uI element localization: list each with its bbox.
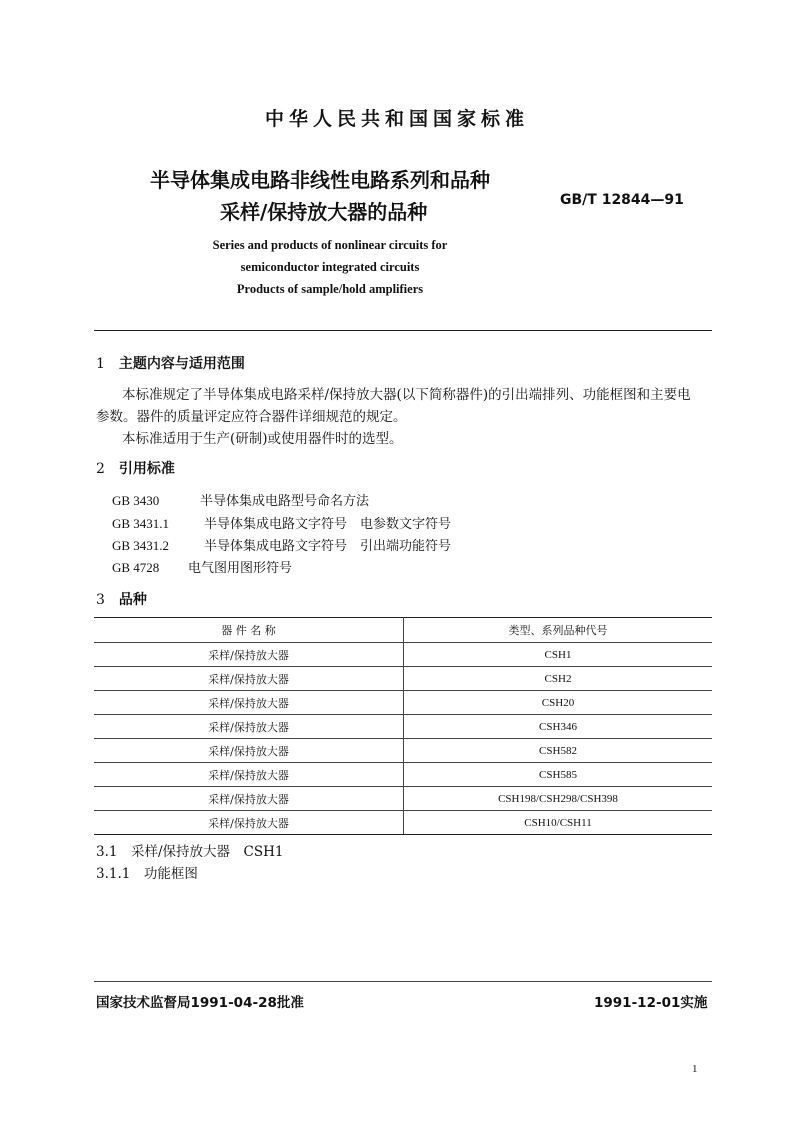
national-standard-heading: 中华人民共和国国家标准 bbox=[264, 108, 529, 130]
type-code-cell: CSH198/CSH298/CSH398 bbox=[404, 787, 713, 811]
device-name-cell: 采样/保持放大器 bbox=[94, 643, 404, 667]
section-3-number: 3 bbox=[96, 592, 105, 608]
device-name-cell: 采样/保持放大器 bbox=[94, 691, 404, 715]
reference-item: GB 4728 电气图用图形符号 bbox=[112, 560, 293, 576]
title-cn-line1: 半导体集成电路非线性电路系列和品种 bbox=[150, 168, 490, 192]
section-1-number: 1 bbox=[96, 356, 105, 372]
section-1-para2: 本标准适用于生产(研制)或使用器件时的选型。 bbox=[122, 431, 403, 447]
table-row bbox=[94, 667, 712, 691]
type-code-cell: CSH582 bbox=[404, 739, 713, 763]
subsection-3-1-1: 3.1.1 功能框图 bbox=[96, 866, 198, 882]
type-code-cell: CSH10/CSH11 bbox=[404, 811, 713, 835]
table-header-row bbox=[94, 618, 712, 643]
standard-code: GB/T 12844—91 bbox=[560, 192, 684, 208]
table-row bbox=[94, 691, 712, 715]
table-row bbox=[94, 787, 712, 811]
section-2-number: 2 bbox=[96, 461, 105, 477]
type-code-cell: CSH585 bbox=[404, 763, 713, 787]
page-number: 1 bbox=[692, 1063, 698, 1075]
footer-divider bbox=[94, 981, 712, 982]
title-en-line2: semiconductor integrated circuits bbox=[240, 260, 420, 274]
device-name-cell: 采样/保持放大器 bbox=[94, 667, 404, 691]
section-1-title: 主题内容与适用范围 bbox=[118, 356, 245, 372]
section-1-para1-line2: 参数。器件的质量评定应符合器件详细规范的规定。 bbox=[96, 409, 407, 425]
device-name-cell: 采样/保持放大器 bbox=[94, 763, 404, 787]
approval-statement: 国家技术监督局1991-04-28批准 bbox=[96, 995, 304, 1011]
table-header-device-name: 器 件 名 称 bbox=[94, 618, 404, 643]
type-code-cell: CSH1 bbox=[404, 643, 713, 667]
section-3-title: 品种 bbox=[118, 592, 147, 608]
device-name-cell: 采样/保持放大器 bbox=[94, 715, 404, 739]
device-name-cell: 采样/保持放大器 bbox=[94, 739, 404, 763]
reference-item: GB 3430 半导体集成电路型号命名方法 bbox=[112, 493, 370, 509]
type-code-cell: CSH346 bbox=[404, 715, 713, 739]
section-1-heading bbox=[96, 353, 245, 373]
table-row bbox=[94, 643, 712, 667]
table-row bbox=[94, 811, 712, 835]
section-2-title: 引用标准 bbox=[118, 461, 175, 477]
device-name-cell: 采样/保持放大器 bbox=[94, 811, 404, 835]
products-table bbox=[94, 617, 712, 835]
reference-item: GB 3431.1 半导体集成电路文字符号 电参数文字符号 bbox=[112, 516, 452, 532]
title-cn-line2: 采样/保持放大器的品种 bbox=[220, 200, 428, 224]
type-code-cell: CSH2 bbox=[404, 667, 713, 691]
section-2-heading bbox=[96, 458, 175, 478]
table-row bbox=[94, 763, 712, 787]
effective-date: 1991-12-01实施 bbox=[594, 995, 708, 1011]
table-row bbox=[94, 739, 712, 763]
table-header-type-code: 类型、系列品种代号 bbox=[404, 618, 713, 643]
title-en-line3: Products of sample/hold amplifiers bbox=[236, 282, 424, 296]
section-3-heading bbox=[96, 589, 147, 609]
title-en-line1: Series and products of nonlinear circuits for bbox=[212, 238, 448, 252]
table-row bbox=[94, 715, 712, 739]
header-divider bbox=[94, 330, 712, 331]
section-1-para1-line1: 本标准规定了半导体集成电路采样/保持放大器(以下简称器件)的引出端排列、功能框图和主要电 bbox=[122, 387, 691, 403]
device-name-cell: 采样/保持放大器 bbox=[94, 787, 404, 811]
subsection-3-1: 3.1 采样/保持放大器 CSH1 bbox=[96, 844, 284, 860]
reference-item: GB 3431.2 半导体集成电路文字符号 引出端功能符号 bbox=[112, 538, 452, 554]
type-code-cell: CSH20 bbox=[404, 691, 713, 715]
